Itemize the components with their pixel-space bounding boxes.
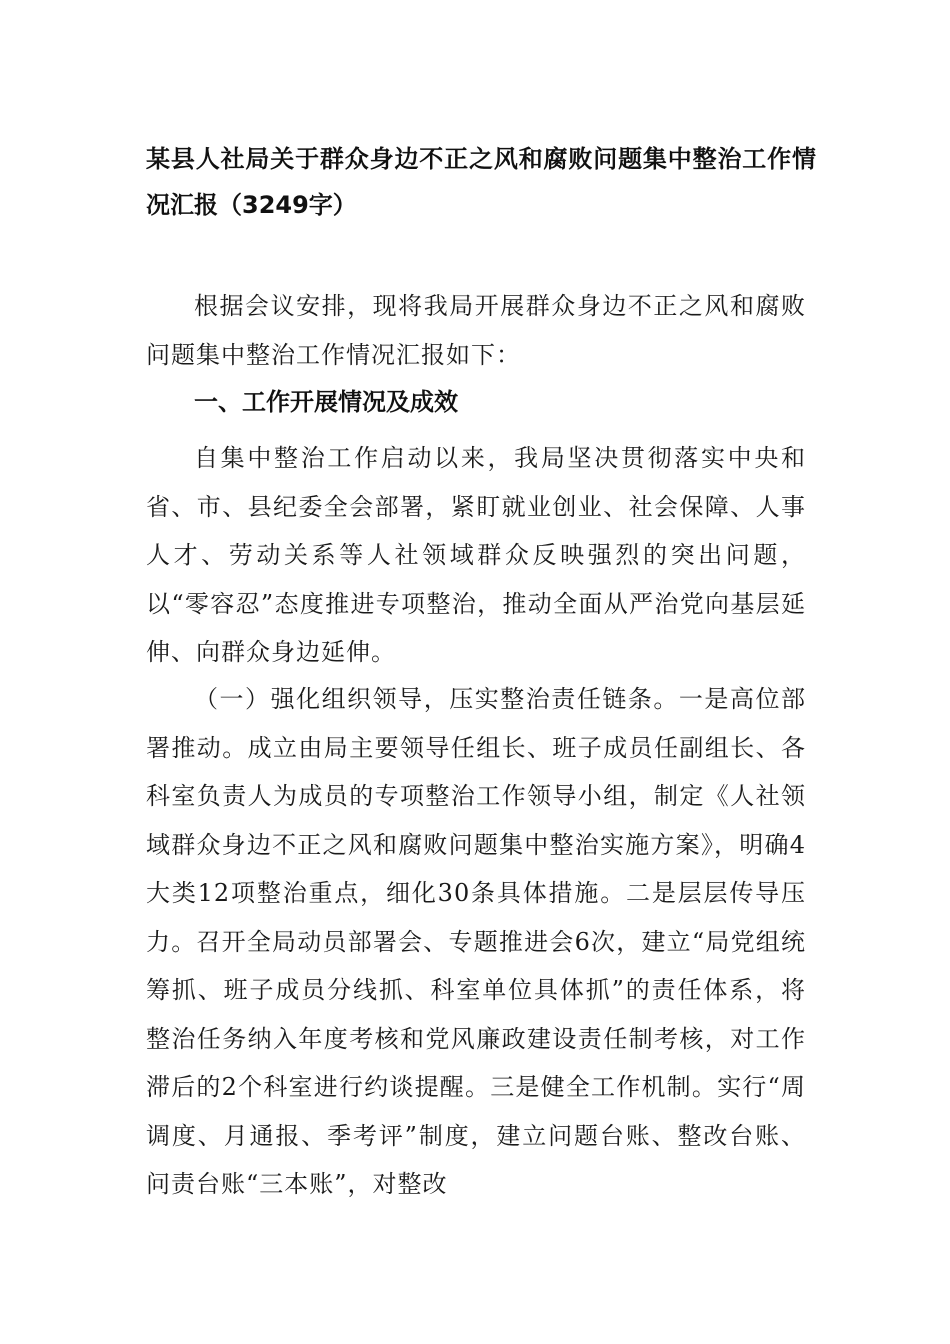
section-1-paragraph-1: 自集中整治工作启动以来，我局坚决贯彻落实中央和省、市、县纪委全会部署，紧盯就业创业、社会保障、人事人才、劳动关系等人社领域群众反映强烈的突出问题，以“零容忍”态度推进专项整治，推动全面从严治党向基层延伸、向群众身边延伸。 [146, 444, 806, 666]
section-1-paragraph-2: （一）强化组织领导，压实整治责任链条。一是高位部署推动。成立由局主要领导任组长、班子成员任副组长、各科室负责人为成员的专项整治工作领导小组，制定《人社领域群众身边不正之风和腐败问题集中整治实施方案》，明确4大类12项整治重点，细化30条具体措施。二是层层传导压力。召开全局动员部署会、专题推进会6次，建立“局党组统筹抓、班子成员分线抓、科室单位具体抓”的责任体系，将整治任务纳入年度考核和党风廉政建设责任制考核，对工作滞后的2个科室进行约谈提醒。三是健全工作机制。实行“周调度、月通报、季考评”制度，建立问题台账、整改台账、问责台账“三本账”，对整改 [146, 685, 806, 1198]
document-title: 某县人社局关于群众身边不正之风和腐败问题集中整治工作情况汇报（3249字） [146, 145, 816, 219]
section-heading-1: 一、工作开展情况及成效 [194, 388, 458, 416]
intro-paragraph: 根据会议安排，现将我局开展群众身边不正之风和腐败问题集中整治工作情况汇报如下： [146, 292, 806, 369]
